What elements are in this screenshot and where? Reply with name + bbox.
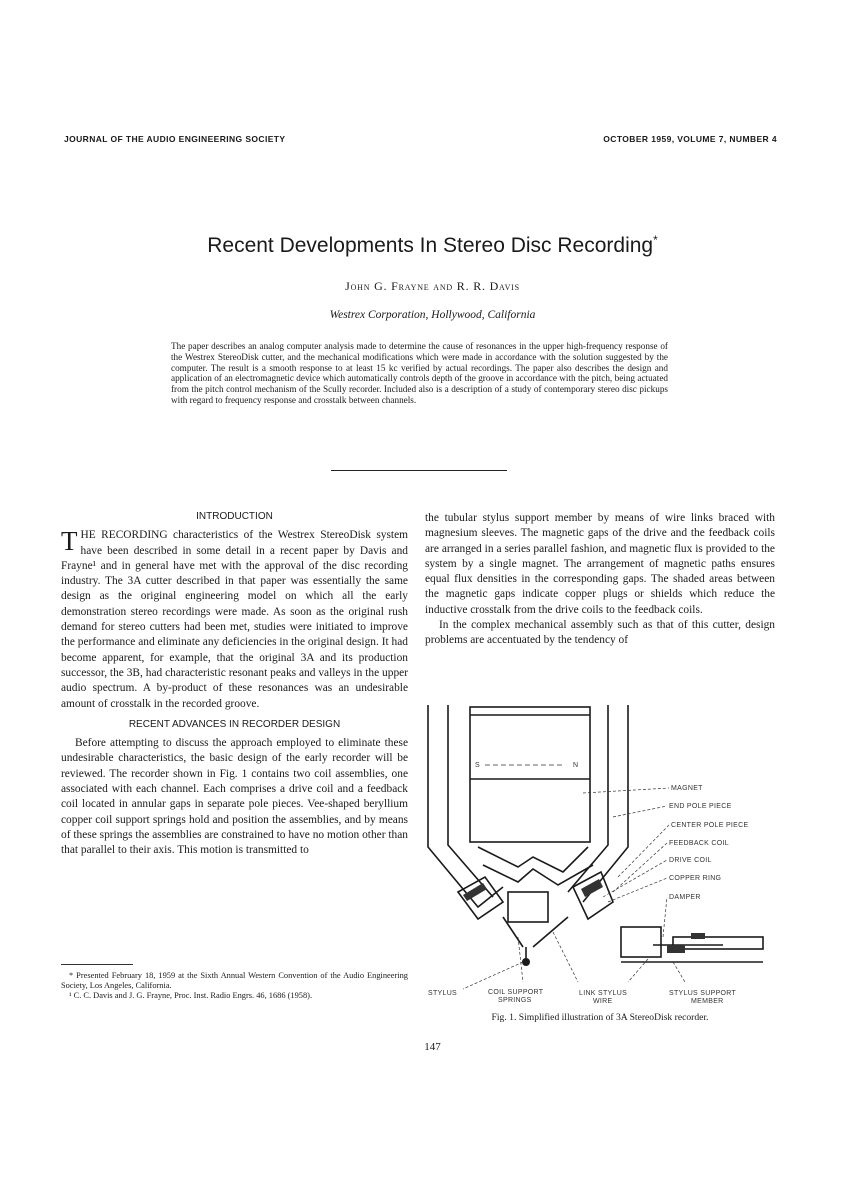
recent-advances-paragraph: Before attempting to discuss the approach employed to eliminate these undesirable characteristics, the basic design of the early recorder will be reviewed. The recorder shown in Fig. 1 contains two coil assemblies, one associated with each channel. Each comprises a drive coil and a feedback coil located in annular gaps in separate pole pieces. Vee-shaped beryllium copper coil support springs hold and position the assemblies, and by means of these springs the assemblies are constrained to have no motion other than that parallel to their axis. This motion is transmitted to	[61, 737, 408, 857]
label-stylus: STYLUS	[428, 990, 458, 997]
label-coil-support-2: SPRINGS	[498, 997, 532, 1004]
label-drive-coil: DRIVE COIL	[669, 857, 712, 864]
pole-label-s: S	[475, 762, 480, 769]
article-title	[0, 234, 865, 258]
page-number: 147	[424, 1041, 441, 1053]
footnote-presented: * Presented February 18, 1959 at the Sixth Annual Western Convention of the Audio Engineering Society, Los Angeles, California.	[61, 971, 408, 991]
label-link-2: WIRE	[593, 998, 613, 1005]
footnote-reference-1: ¹ C. C. Davis and J. G. Frayne, Proc. Inst. Radio Engrs. 46, 1686 (1958).	[69, 991, 313, 1001]
right-column	[425, 511, 775, 649]
right-paragraph-2: In the complex mechanical assembly such as that of this cutter, design problems are accentuated by the tendency of	[425, 619, 775, 647]
running-header-issue: OCTOBER 1959, VOLUME 7, NUMBER 4	[603, 134, 777, 144]
label-copper-ring: COPPER RING	[669, 875, 722, 882]
right-paragraph-1: the tubular stylus support member by means of wire links braced with magnesium sleeves. The magnetic gaps of the drive and the feedback coils are arranged in a series parallel fashion, and magnetic flux is provided to the system by a single magnet. The arrangement of magnetic paths ensures equal flux densities in the corresponding gaps. The shaded areas between the magnetic gaps indicate copper plugs or shields which reduce the inductive crosstalk from the drive coils to the feedback coils.	[425, 512, 775, 616]
pole-label-n: N	[573, 762, 579, 769]
article-title-text: Recent Developments In Stereo Disc Recording	[207, 234, 654, 257]
intro-paragraph-text: HE RECORDING characteristics of the Westrex StereoDisk system have been described in some detail in a recent paper by Davis and Frayne¹ and in general have met with the approval of the disc recording industry. The 3A cutter described in that paper was essentially the same design as the original engineering model on which all the early demonstration stereo recordings were made. As soon as the original rush demand for stereo cutters had been met, studies were initiated to improve the performance and eliminate any deficiencies in the original design. It had become apparent, for example, that the original 3A and its production successor, the 3B, had characteristic resonant peaks and valleys in the upper audio spectrum. A by-product of these resonances was an undesirable amount of crosstalk in the recorded groove.	[61, 529, 408, 710]
section-divider	[331, 470, 507, 471]
heading-introduction: INTRODUCTION	[196, 511, 273, 522]
article-authors: John G. Frayne and R. R. Davis	[345, 279, 520, 293]
title-footnote-mark: *	[653, 233, 658, 247]
label-feedback-coil: FEEDBACK COIL	[669, 840, 729, 847]
figure-caption: Fig. 1. Simplified illustration of 3A StereoDisk recorder.	[491, 1012, 709, 1023]
label-magnet: MAGNET	[671, 785, 703, 792]
left-column	[61, 511, 408, 859]
label-end-pole-piece: END POLE PIECE	[669, 803, 732, 810]
abstract: The paper describes an analog computer analysis made to determine the cause of resonances in the upper high-frequency response of the Westrex StereoDisk cutter, and the mechanical modifications which were made in accordance with the solution suggested by the computer. The result is a smooth response to at least 15 kc verified by actual recordings. The paper also describes the design and application of an electromagnetic device which automatically controls depth of the groove in accordance with the pitch, being actuated from the pitch control mechanism of the Scully recorder. Included also is a description of a study of contemporary stereo disc pickups with regard to frequency response and crosstalk between channels.	[171, 341, 668, 405]
label-center-pole-piece: CENTER POLE PIECE	[671, 822, 749, 829]
label-damper: DAMPER	[669, 894, 701, 901]
footnotes	[61, 971, 408, 1002]
intro-paragraph	[61, 528, 408, 712]
label-coil-support-1: COIL SUPPORT	[488, 989, 544, 996]
label-link-1: LINK STYLUS	[579, 990, 628, 997]
label-stylus-support-1: STYLUS SUPPORT	[669, 990, 737, 997]
drop-cap: T	[61, 526, 78, 557]
author-affiliation: Westrex Corporation, Hollywood, California	[329, 309, 536, 321]
running-header-journal: JOURNAL OF THE AUDIO ENGINEERING SOCIETY	[64, 134, 286, 144]
footnote-rule	[61, 964, 133, 965]
label-stylus-support-2: MEMBER	[691, 998, 724, 1005]
heading-recent-advances: RECENT ADVANCES IN RECORDER DESIGN	[128, 718, 341, 730]
recorder-diagram	[423, 697, 775, 1009]
